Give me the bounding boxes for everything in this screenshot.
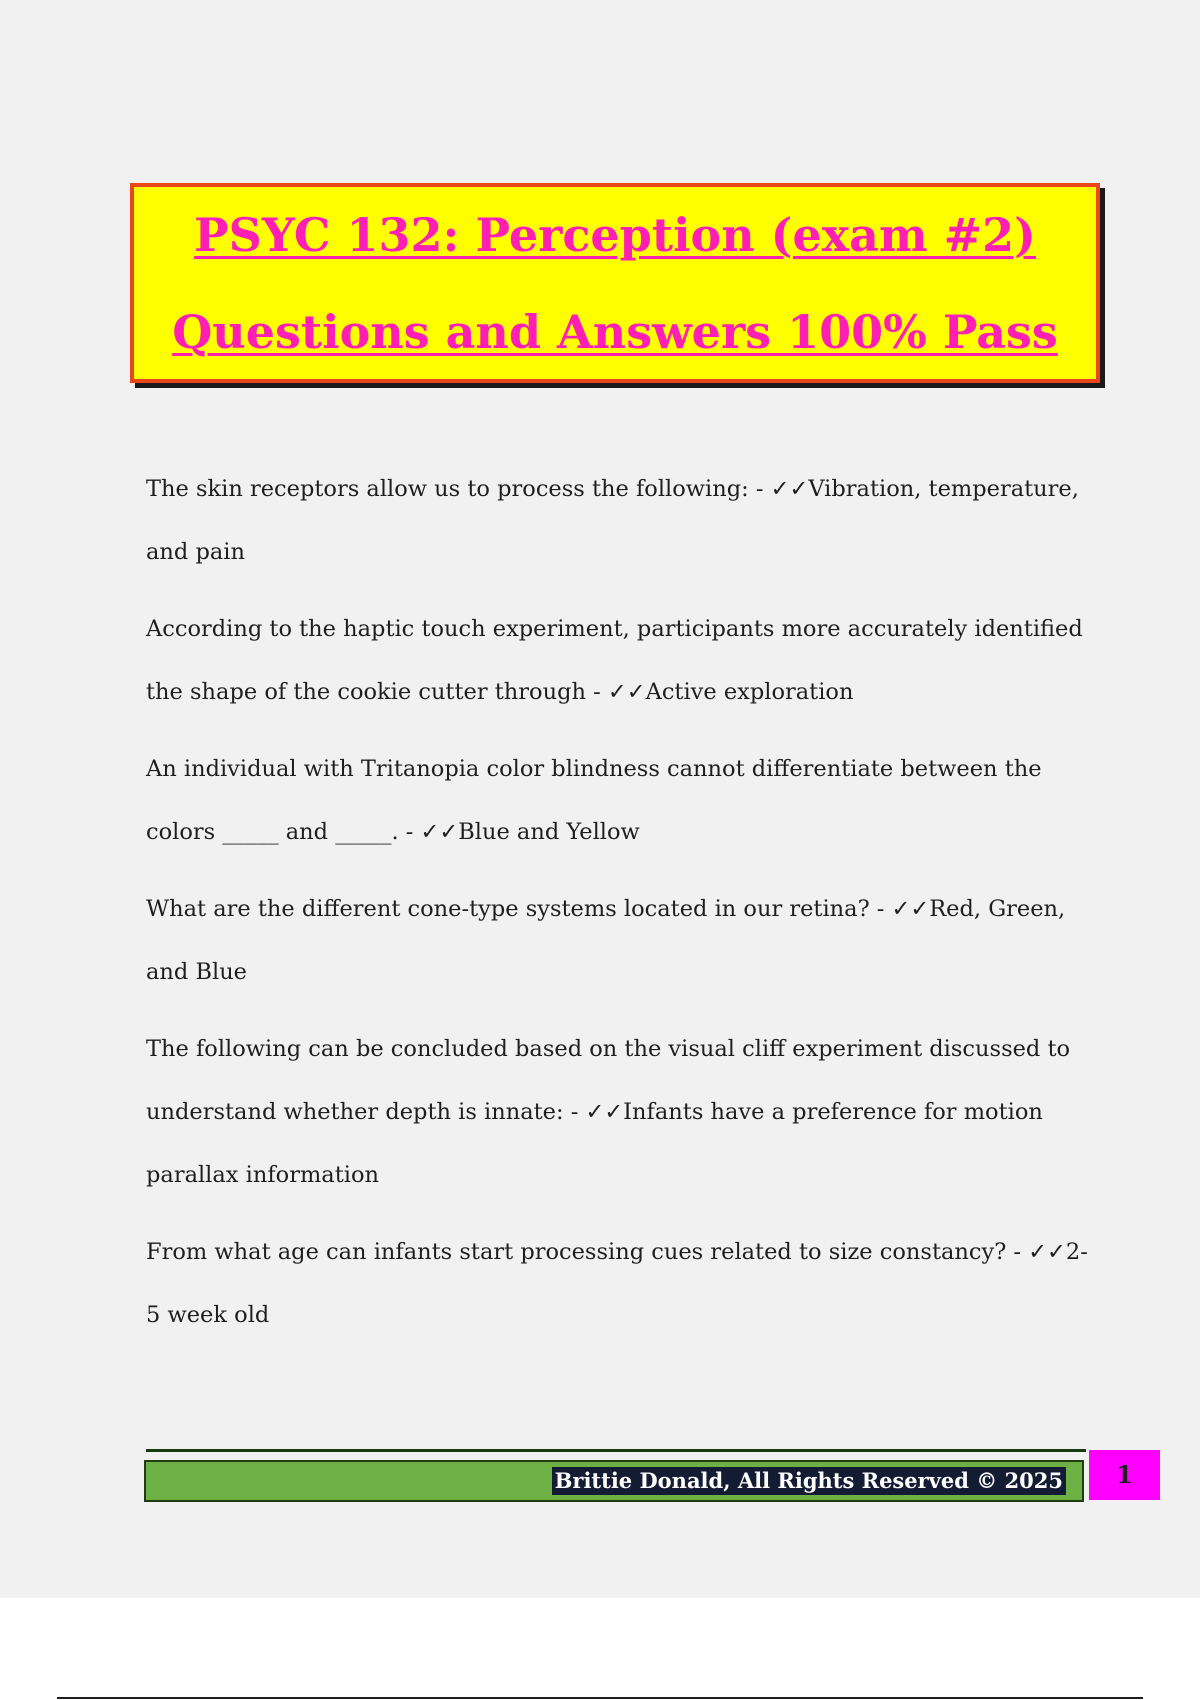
qa-item: What are the different cone-type systems located in our retina? - ✓✓Red, Green, and Blue [146, 896, 1066, 985]
qa-item: The skin receptors allow us to process the following: - ✓✓Vibration, temperature, and pain [146, 476, 1079, 565]
title-line-1: PSYC 132: Perception (exam #2) [194, 208, 1036, 262]
title-line-2: Questions and Answers 100% Pass [172, 305, 1058, 359]
page-bottom-divider [57, 1697, 1143, 1699]
qa-item: The following can be concluded based on the visual cliff experiment discussed to understand whether depth is innate: - ✓✓Infants have a preference for motion parallax information [146, 1036, 1071, 1188]
title-banner [130, 183, 1100, 383]
qa-item: According to the haptic touch experiment, participants more accurately identified the shape of the cookie cutter through - ✓✓Active exploration [146, 616, 1083, 705]
page-number: 1 [1089, 1450, 1160, 1500]
qa-list [146, 458, 1096, 1361]
qa-item: From what age can infants start processing cues related to size constancy? - ✓✓2-5 week old [146, 1239, 1088, 1328]
footer-divider [146, 1449, 1086, 1452]
footer-copyright: Brittie Donald, All Rights Reserved © 2025 [552, 1467, 1066, 1495]
qa-item: An individual with Tritanopia color blindness cannot differentiate between the colors _____ and _____. - ✓✓Blue and Yellow [146, 756, 1042, 845]
footer-bar [144, 1460, 1084, 1502]
